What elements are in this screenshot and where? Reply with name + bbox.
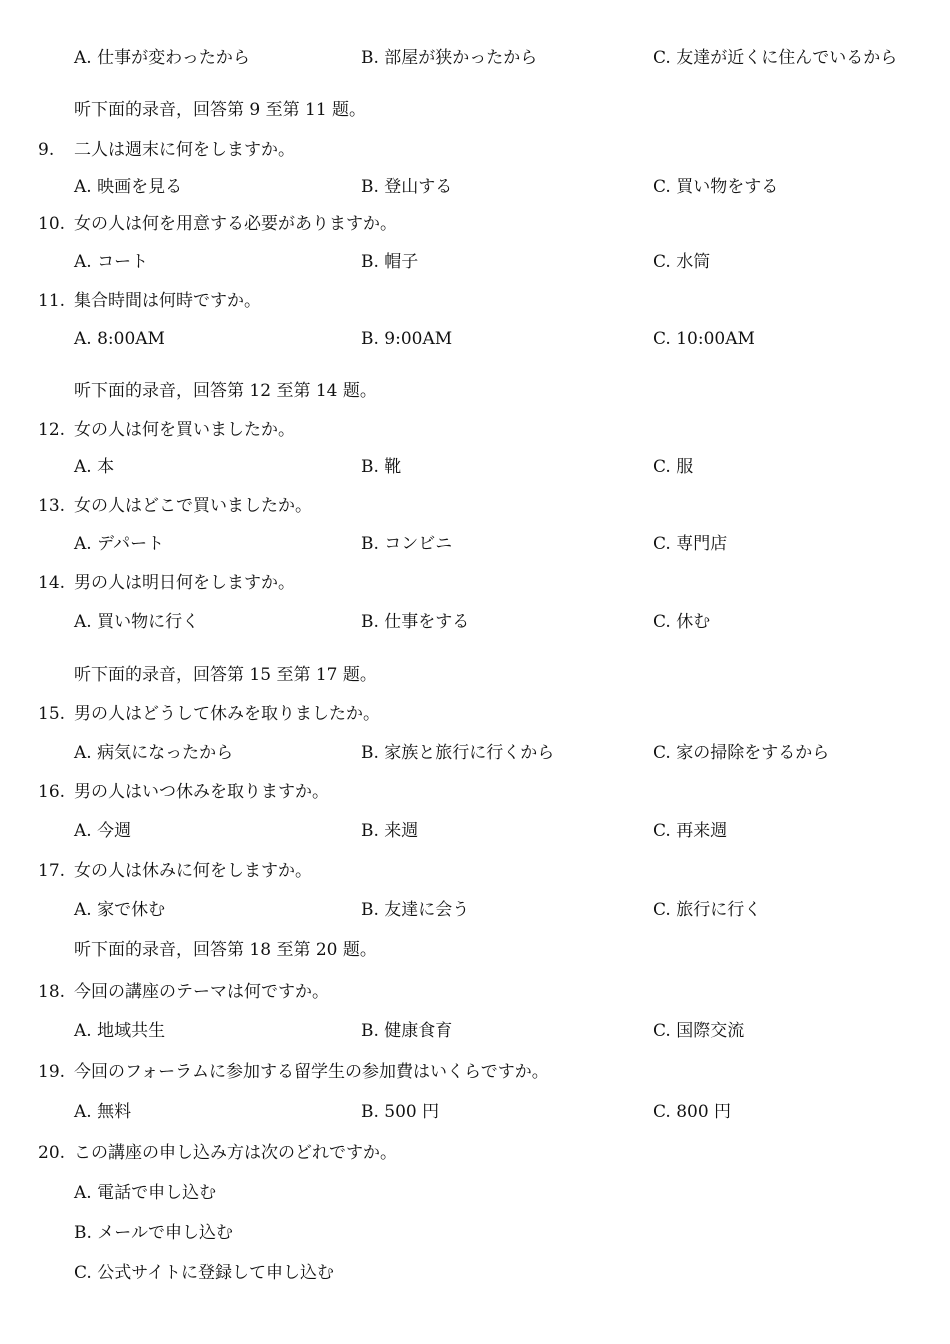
question-text: 女の人は休みに何をしますか。 <box>74 861 312 881</box>
question-number: 9. <box>38 140 55 160</box>
question-text: 今回のフォーラムに参加する留学生の参加費はいくらですか。 <box>74 1062 549 1082</box>
option-a: A. 映画を見る <box>74 177 183 197</box>
question-text: 女の人は何を買いましたか。 <box>74 420 295 440</box>
question-number: 14. <box>38 573 66 593</box>
option-b: B. 500 円 <box>361 1102 440 1122</box>
question-text: 男の人はどうして休みを取りましたか。 <box>74 704 380 724</box>
option-c: C. 水筒 <box>653 252 711 272</box>
question-number: 10. <box>38 214 66 234</box>
question-number: 12. <box>38 420 66 440</box>
question <box>38 981 329 1003</box>
option-a: A. 病気になったから <box>74 743 234 763</box>
question-number: 19. <box>38 1062 66 1082</box>
question-number: 18. <box>38 982 66 1002</box>
option-c: C. 家の掃除をするから <box>653 743 830 763</box>
option-b: B. 健康食育 <box>361 1021 453 1041</box>
question-text: 女の人はどこで買いましたか。 <box>74 496 312 516</box>
option-a: A. 買い物に行く <box>74 612 200 632</box>
option-c: C. 買い物をする <box>653 177 779 197</box>
option-c: C. 服 <box>653 457 694 477</box>
question <box>38 1142 397 1164</box>
option-b: B. 登山する <box>361 177 453 197</box>
question-number: 13. <box>38 496 66 516</box>
option-b: B. 来週 <box>361 821 419 841</box>
question <box>38 419 295 441</box>
question <box>38 781 329 803</box>
section-instruction: 听下面的录音，回答第 18 至第 20 题。 <box>74 940 377 960</box>
option-c: C. 再来週 <box>653 821 728 841</box>
option-b: B. 9:00AM <box>361 329 453 349</box>
question <box>38 860 312 882</box>
option-c: C. 旅行に行く <box>653 900 762 920</box>
section-instruction: 听下面的录音，回答第 9 至第 11 题。 <box>74 100 367 120</box>
option-c: C. 休む <box>653 612 711 632</box>
question <box>38 1061 549 1083</box>
question-text: 二人は週末に何をしますか。 <box>74 140 295 160</box>
question-number: 15. <box>38 704 66 724</box>
option-c: C. 800 円 <box>653 1102 732 1122</box>
option-a: A. 本 <box>74 457 115 477</box>
question <box>38 703 380 725</box>
option-c: C. 専門店 <box>653 534 728 554</box>
option-a: A. 仕事が変わったから <box>74 48 250 68</box>
option-a: A. コート <box>74 252 149 272</box>
question-text: 男の人は明日何をしますか。 <box>74 573 295 593</box>
option-a: A. デパート <box>74 534 165 554</box>
stacked-option: C. 公式サイトに登録して申し込む <box>74 1263 335 1283</box>
question-number: 11. <box>38 291 66 311</box>
option-a: A. 無料 <box>74 1102 132 1122</box>
question <box>38 139 295 161</box>
option-b: B. 靴 <box>361 457 402 477</box>
question <box>38 213 397 235</box>
question <box>38 495 312 517</box>
stacked-option: B. メールで申し込む <box>74 1223 233 1243</box>
option-b: B. 友達に会う <box>361 900 470 920</box>
question-text: 集合時間は何時ですか。 <box>74 291 261 311</box>
section-instruction: 听下面的录音，回答第 15 至第 17 题。 <box>74 665 377 685</box>
section-instruction: 听下面的录音，回答第 12 至第 14 题。 <box>74 381 377 401</box>
question-text: 今回の講座のテーマは何ですか。 <box>74 982 329 1002</box>
option-a: A. 今週 <box>74 821 132 841</box>
question-number: 16. <box>38 782 66 802</box>
option-a: A. 8:00AM <box>74 329 165 349</box>
option-b: B. コンビニ <box>361 534 453 554</box>
question-text: この講座の申し込み方は次のどれですか。 <box>74 1143 397 1163</box>
option-b: B. 家族と旅行に行くから <box>361 743 555 763</box>
question-text: 男の人はいつ休みを取りますか。 <box>74 782 329 802</box>
question-number: 20. <box>38 1143 66 1163</box>
option-c: C. 10:00AM <box>653 329 755 349</box>
question <box>38 290 261 312</box>
question <box>38 572 295 594</box>
question-number: 17. <box>38 861 66 881</box>
option-b: B. 帽子 <box>361 252 419 272</box>
option-a: A. 地域共生 <box>74 1021 166 1041</box>
option-a: A. 家で休む <box>74 900 166 920</box>
option-b: B. 部屋が狭かったから <box>361 48 538 68</box>
stacked-option: A. 電話で申し込む <box>74 1183 217 1203</box>
question-text: 女の人は何を用意する必要がありますか。 <box>74 214 397 234</box>
option-c: C. 友達が近くに住んでいるから <box>653 48 898 68</box>
option-c: C. 国際交流 <box>653 1021 745 1041</box>
option-b: B. 仕事をする <box>361 612 470 632</box>
